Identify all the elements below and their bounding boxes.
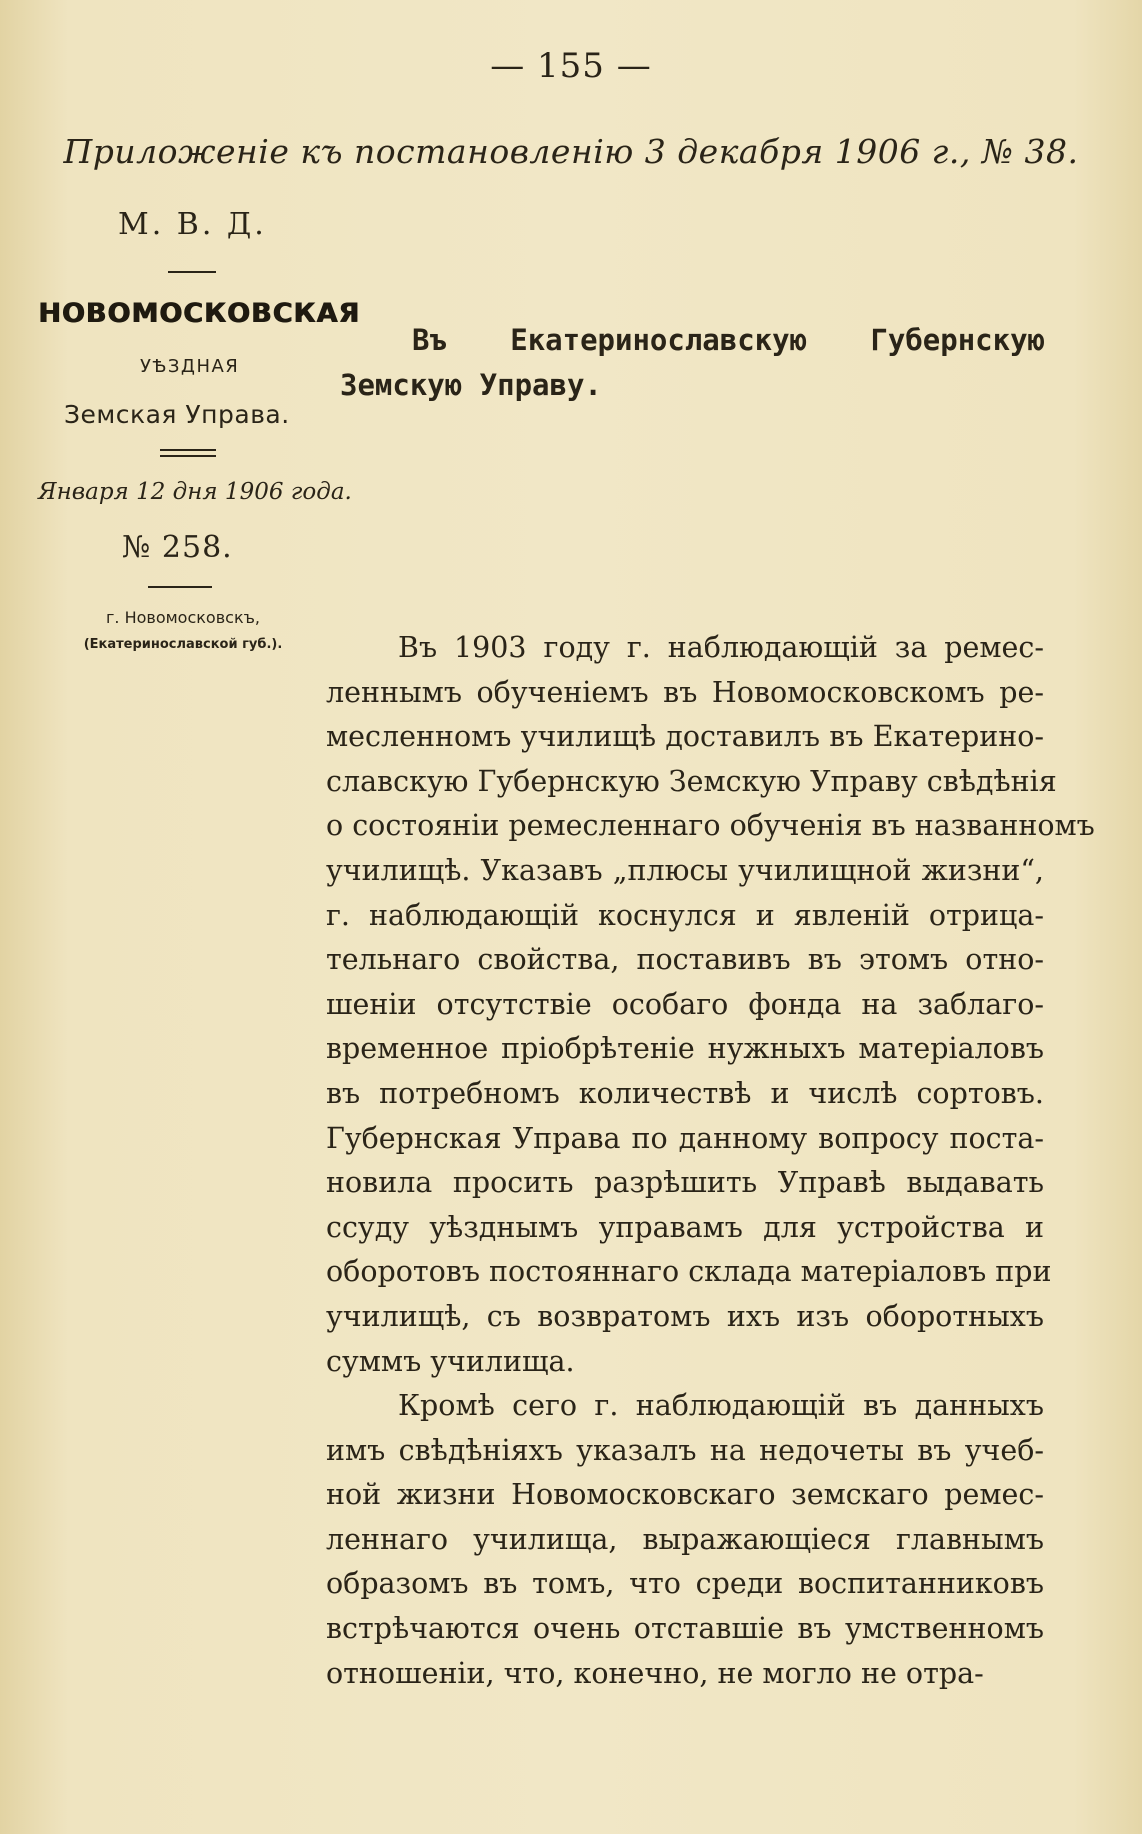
body-line: временное пріобрѣтеніе нужныхъ матеріаловъ	[326, 1032, 1044, 1066]
body-line: оборотовъ постояннаго склада матеріаловъ при	[326, 1255, 1052, 1289]
province-label: (Екатеринославской губ.).	[83, 637, 283, 652]
body-line: образомъ въ томъ, что среди воспитанниковъ	[326, 1567, 1044, 1601]
body-line: Губернская Управа по данному вопросу поста-	[326, 1121, 1044, 1155]
city-label: г. Новомосковскъ,	[105, 608, 260, 627]
body-line: г. наблюдающій коснулся и явленій отрица-	[326, 898, 1044, 932]
double-divider	[160, 449, 216, 457]
body-line: Кромѣ сего г. наблюдающій въ данныхъ	[398, 1389, 1044, 1423]
addressee-line: Земскую Управу.	[340, 368, 602, 402]
body-line: Въ 1903 году г. наблюдающій за ремес-	[398, 631, 1044, 664]
body-line: ной жизни Новомосковскаго земскаго ремес-	[326, 1478, 1044, 1512]
body-line: шеніи отсутствіе особаго фонда на заблаго-	[326, 987, 1044, 1021]
body-line: о состояніи ремесленнаго обученія въ названномъ	[326, 809, 1095, 843]
body-line: леннымъ обученіемъ въ Новомосковскомъ ре-	[326, 675, 1044, 709]
appendix-heading: Приложеніе къ постановленію 3 декабря 1906 г., № 38.	[63, 132, 1079, 171]
uezd-label: УѢЗДНАЯ	[140, 356, 240, 377]
letter-body	[326, 626, 1095, 1696]
body-line: въ потребномъ количествѣ и числѣ сортовъ.	[326, 1076, 1044, 1110]
district-name: НОВОМОСКОВСКАЯ	[38, 298, 360, 329]
letter-date: Января 12 дня 1906 года.	[38, 479, 352, 505]
body-line: училищѣ, съ возвратомъ ихъ изъ оборотныхъ	[326, 1299, 1044, 1333]
body-line: тельнаго свойства, поставивъ въ этомъ отно-	[326, 943, 1044, 977]
addressee-line: Въ Екатеринославскую Губернскую	[412, 323, 1045, 357]
addressee	[340, 318, 1045, 408]
page-number: — 155 —	[490, 46, 652, 86]
body-line: встрѣчаются очень отставшіе въ умственномъ	[326, 1612, 1044, 1646]
council-name: Земская Управа.	[64, 400, 290, 429]
letter-number: № 258.	[122, 530, 233, 565]
body-line: славскую Губернскую Земскую Управу свѣдѣнія	[326, 764, 1057, 798]
body-line: месленномъ училищѣ доставилъ въ Екатерино-	[326, 720, 1044, 754]
body-line: леннаго училища, выражающіеся главнымъ	[326, 1522, 1044, 1556]
body-line: имъ свѣдѣніяхъ указалъ на недочеты въ учеб-	[326, 1433, 1044, 1467]
body-line: новила просить разрѣшить Управѣ выдавать	[326, 1166, 1044, 1200]
divider	[168, 271, 216, 273]
ministry-label: М. В. Д.	[118, 207, 267, 242]
body-line: ссуду уѣзднымъ управамъ для устройства и	[326, 1210, 1044, 1244]
body-line: отношеніи, что, конечно, не могло не отра-	[326, 1656, 984, 1690]
body-line: суммъ училища.	[326, 1344, 575, 1378]
divider	[148, 586, 212, 588]
body-line: училищѣ. Указавъ „плюсы училищной жизни“,	[326, 853, 1044, 887]
